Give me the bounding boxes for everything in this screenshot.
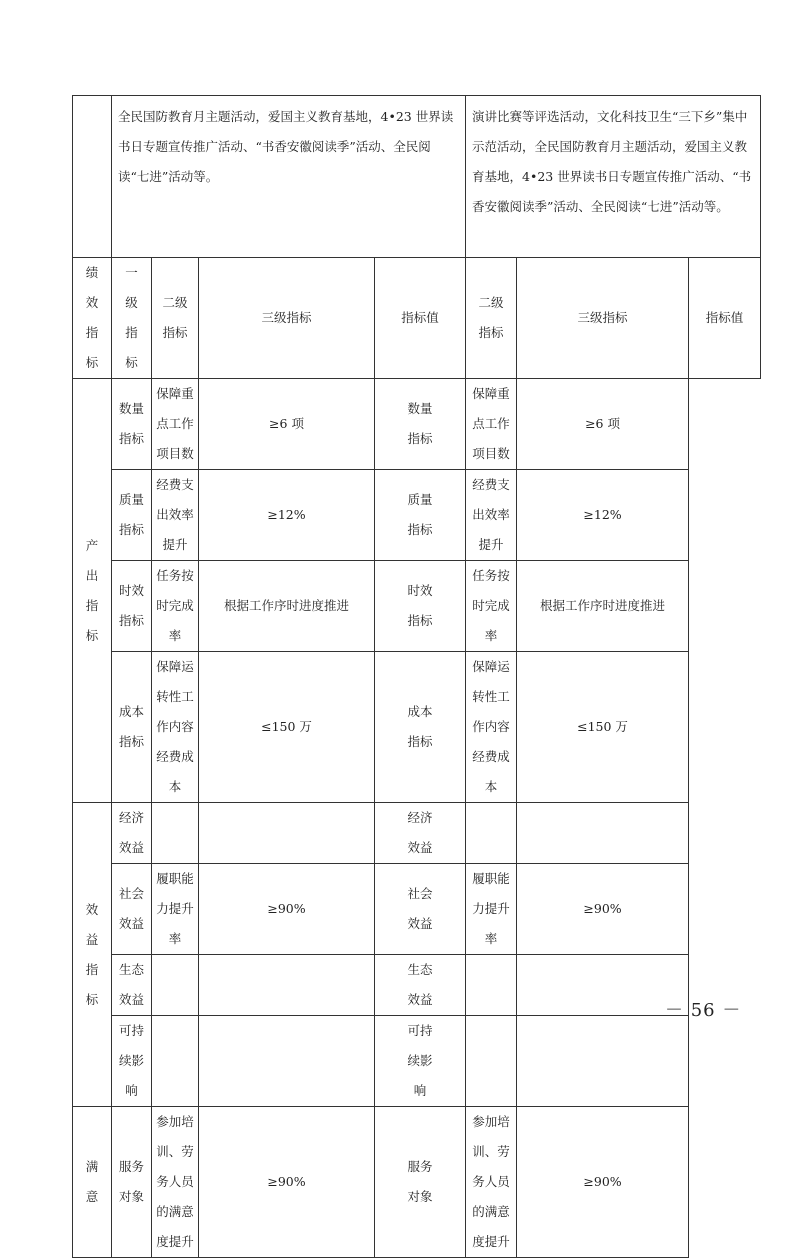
level3-cell (152, 955, 199, 1016)
level3-cell: 任务按时完成率 (152, 561, 199, 652)
activities-left: 全民国防教育月主题活动，爱国主义教育基地，4•23 世界读书日专题宣传推广活动、“书香安徽阅读季”活动、全民阅读“七进”活动等。 (112, 96, 466, 258)
table-row (73, 955, 761, 1016)
value-cell: ≤150 万 (199, 652, 375, 803)
level2-cell: 可持 续影 响 (112, 1016, 152, 1107)
level2-cell: 生态 效益 (112, 955, 152, 1016)
group-label-satisfaction: 满 意 (73, 1107, 112, 1258)
value-cell: 根据工作序时进度推进 (199, 561, 375, 652)
level2-cell: 社会 效益 (112, 864, 152, 955)
table-row (73, 652, 761, 803)
value-cell: ≥90% (199, 1107, 375, 1258)
level3-cell-right: 保障重点工作项目数 (466, 379, 517, 470)
level3-cell-right: 履职能力提升率 (466, 864, 517, 955)
table-row (73, 1016, 761, 1107)
group-label-output: 产 出 指 标 (73, 379, 112, 803)
level2-cell-right: 经济 效益 (375, 803, 466, 864)
level3-cell-right (466, 1016, 517, 1107)
header-value: 指标值 (375, 258, 466, 379)
value-cell-right: ≥12% (517, 470, 689, 561)
level2-cell: 质量 指标 (112, 470, 152, 561)
level2-cell-right: 可持 续影 响 (375, 1016, 466, 1107)
level3-cell-right: 经费支出效率提升 (466, 470, 517, 561)
value-cell-right (517, 803, 689, 864)
section-label-vertical: 绩 效 指 标 (73, 258, 112, 379)
level2-cell: 成本 指标 (112, 652, 152, 803)
value-cell (199, 803, 375, 864)
level2-cell-right: 生态 效益 (375, 955, 466, 1016)
page-number: － 56 － (665, 1000, 742, 1021)
level3-cell-right: 任务按时完成率 (466, 561, 517, 652)
value-cell-right: ≤150 万 (517, 652, 689, 803)
group-label-benefit: 效 益 指 标 (73, 803, 112, 1107)
header-level2-right: 二级 指标 (466, 258, 517, 379)
level3-cell-right: 保障运转性工作内容经费成本 (466, 652, 517, 803)
blank-cell (73, 96, 112, 258)
table-row (73, 379, 761, 470)
level3-cell (152, 803, 199, 864)
table-row (73, 1107, 761, 1258)
level2-cell: 经济 效益 (112, 803, 152, 864)
level3-cell-right (466, 803, 517, 864)
header-level2: 二级 指标 (152, 258, 199, 379)
level3-cell-right: 参加培训、劳务人员的满意度提升 (466, 1107, 517, 1258)
level3-cell: 履职能力提升率 (152, 864, 199, 955)
value-cell-right: ≥90% (517, 864, 689, 955)
header-level3: 三级指标 (199, 258, 375, 379)
header-level3-right: 三级指标 (517, 258, 689, 379)
table-row (73, 803, 761, 864)
table-row (73, 470, 761, 561)
value-cell-right: ≥90% (517, 1107, 689, 1258)
level2-cell-right: 服务 对象 (375, 1107, 466, 1258)
level3-cell (152, 1016, 199, 1107)
level2-cell: 服务 对象 (112, 1107, 152, 1258)
table-row (73, 864, 761, 955)
value-cell (199, 955, 375, 1016)
level3-cell: 保障运转性工作内容经费成本 (152, 652, 199, 803)
level3-cell: 保障重点工作项目数 (152, 379, 199, 470)
level2-cell: 数量 指标 (112, 379, 152, 470)
header-level1: 一 级 指 标 (112, 258, 152, 379)
performance-table (72, 95, 761, 1258)
value-cell: ≥6 项 (199, 379, 375, 470)
level3-cell: 经费支出效率提升 (152, 470, 199, 561)
activities-right: 演讲比赛等评选活动，文化科技卫生“三下乡”集中示范活动，全民国防教育月主题活动，爱国主义教育基地，4•23 世界读书日专题宣传推广活动、“书香安徽阅读季”活动、全民阅读“七进”活动等。 (466, 96, 761, 258)
value-cell: ≥12% (199, 470, 375, 561)
value-cell: ≥90% (199, 864, 375, 955)
header-value-right: 指标值 (689, 258, 761, 379)
level2-cell: 时效 指标 (112, 561, 152, 652)
value-cell-right: 根据工作序时进度推进 (517, 561, 689, 652)
value-cell-right (517, 955, 689, 1016)
level2-cell-right: 数量 指标 (375, 379, 466, 470)
level2-cell-right: 时效 指标 (375, 561, 466, 652)
level2-cell-right: 社会 效益 (375, 864, 466, 955)
value-cell-right: ≥6 项 (517, 379, 689, 470)
level2-cell-right: 成本 指标 (375, 652, 466, 803)
level2-cell-right: 质量 指标 (375, 470, 466, 561)
value-cell-right (517, 1016, 689, 1107)
value-cell (199, 1016, 375, 1107)
level3-cell: 参加培训、劳务人员的满意度提升 (152, 1107, 199, 1258)
table-row (73, 561, 761, 652)
level3-cell-right (466, 955, 517, 1016)
